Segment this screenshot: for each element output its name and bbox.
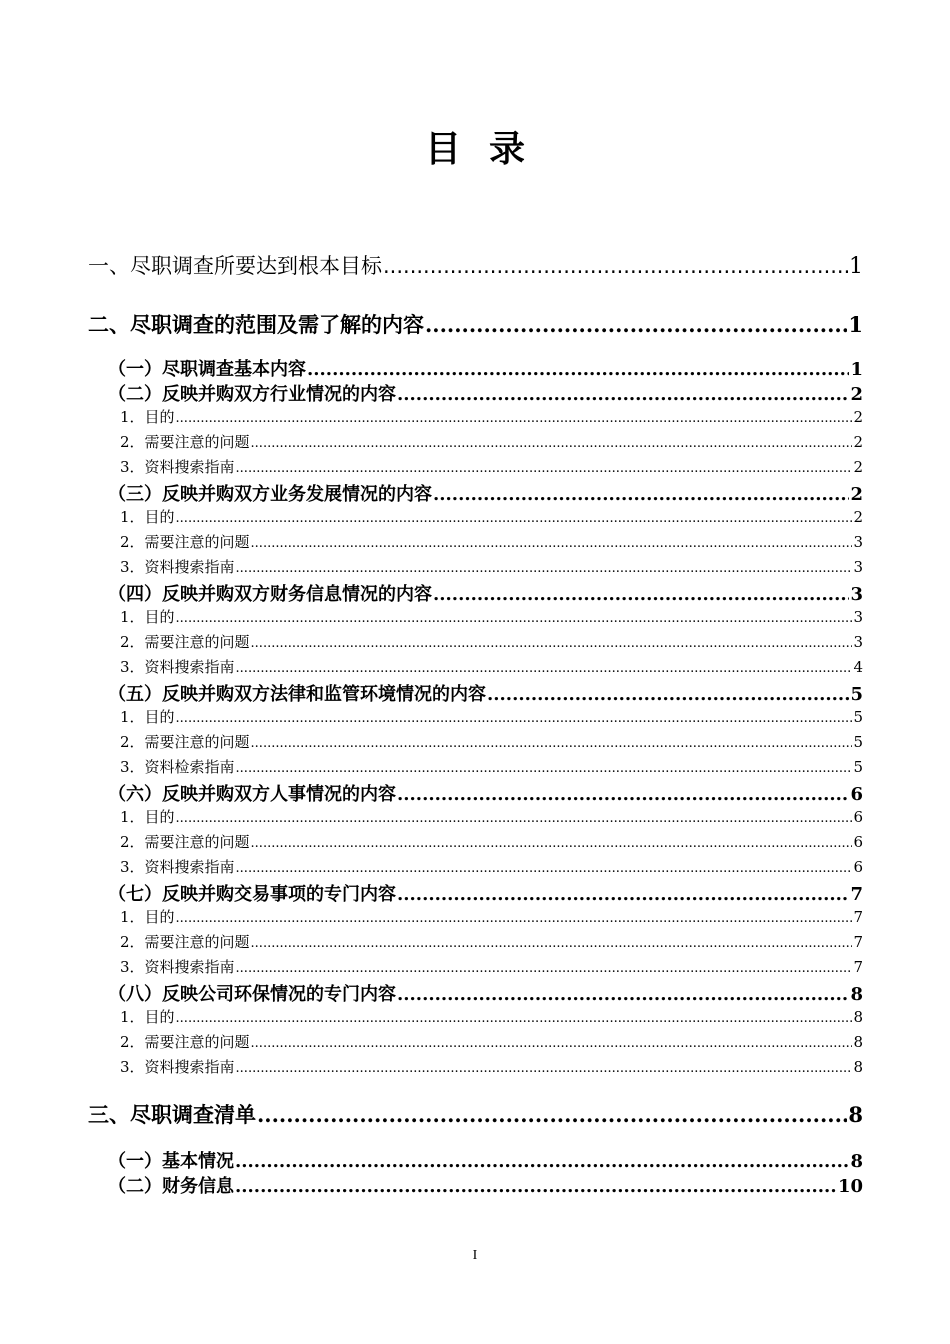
toc-page-number: 8 xyxy=(848,1102,863,1127)
toc-page-number: 2 xyxy=(853,408,863,426)
toc-dot-leader xyxy=(433,584,849,605)
toc-page-number: 5 xyxy=(853,733,863,751)
toc-entry[interactable] xyxy=(120,531,863,552)
toc-page-number: 6 xyxy=(853,808,863,826)
toc-entry[interactable] xyxy=(120,506,863,527)
toc-entry-label: （二）财务信息 xyxy=(108,1176,234,1197)
toc-entry[interactable] xyxy=(120,956,863,977)
toc-entry-label: （五）反映并购双方法律和监管环境情况的内容 xyxy=(108,684,486,705)
toc-entry[interactable] xyxy=(108,980,863,1006)
toc-page-number: 2 xyxy=(853,433,863,451)
toc-page-number: 3 xyxy=(853,633,863,651)
toc-dot-leader xyxy=(251,936,853,951)
toc-dot-leader xyxy=(397,384,849,405)
toc-page-number: 6 xyxy=(853,858,863,876)
toc-page-number: 1 xyxy=(849,254,863,279)
toc-dot-leader xyxy=(251,636,853,651)
toc-entry[interactable] xyxy=(108,1147,863,1173)
toc-dot-leader xyxy=(176,711,853,726)
toc-dot-leader xyxy=(176,511,853,526)
toc-entry[interactable] xyxy=(108,880,863,906)
toc-entry-label: （七）反映并购交易事项的专门内容 xyxy=(108,884,396,905)
toc-dot-leader xyxy=(176,1011,853,1026)
toc-page-number: 2 xyxy=(850,384,863,405)
toc-entry[interactable] xyxy=(120,1006,863,1027)
toc-page-number: 7 xyxy=(853,933,863,951)
toc-entry-label: （四）反映并购双方财务信息情况的内容 xyxy=(108,584,432,605)
toc-dot-leader xyxy=(176,611,853,626)
toc-dot-leader xyxy=(236,561,853,576)
toc-entry-label: 1．目的 xyxy=(120,1008,175,1026)
toc-entry-label: （二）反映并购双方行业情况的内容 xyxy=(108,384,396,405)
toc-entry-label: 2．需要注意的问题 xyxy=(120,733,250,751)
toc-entry-label: 3．资料检索指南 xyxy=(120,758,235,776)
toc-page-number: 7 xyxy=(850,884,863,905)
toc-page-number: 7 xyxy=(853,908,863,926)
toc-dot-leader xyxy=(176,411,853,426)
toc-entry-label: 3．资料搜索指南 xyxy=(120,458,235,476)
toc-page-number: 5 xyxy=(853,708,863,726)
toc-dot-leader xyxy=(235,1151,849,1172)
toc-entry[interactable] xyxy=(120,556,863,577)
toc-entry[interactable] xyxy=(120,1031,863,1052)
toc-entry[interactable] xyxy=(108,680,863,706)
toc-dot-leader xyxy=(251,436,853,451)
toc-entry-label: 2．需要注意的问题 xyxy=(120,533,250,551)
toc-dot-leader xyxy=(307,359,849,380)
toc-dot-leader xyxy=(236,1061,853,1076)
toc-entry[interactable] xyxy=(120,631,863,652)
toc-entry-label: 1．目的 xyxy=(120,808,175,826)
toc-entry[interactable] xyxy=(120,856,863,877)
toc-page-number: 8 xyxy=(853,1033,863,1051)
toc-page-number: 10 xyxy=(837,1176,863,1197)
toc-entry[interactable] xyxy=(108,355,863,381)
toc-page-number: 2 xyxy=(853,508,863,526)
toc-entry[interactable] xyxy=(108,1172,863,1198)
page-number-footer: I xyxy=(472,1248,478,1263)
toc-entry[interactable] xyxy=(108,480,863,506)
toc-dot-leader xyxy=(236,961,853,976)
toc-entry[interactable] xyxy=(88,309,863,339)
toc-entry[interactable] xyxy=(120,831,863,852)
toc-dot-leader xyxy=(235,1176,837,1197)
toc-dot-leader xyxy=(383,254,848,278)
toc-entry[interactable] xyxy=(108,780,863,806)
toc-entry[interactable] xyxy=(120,406,863,427)
toc-entry-label: 1．目的 xyxy=(120,508,175,526)
toc-entry[interactable] xyxy=(120,906,863,927)
toc-title: 目录 xyxy=(424,129,553,170)
toc-page-number: 3 xyxy=(850,584,863,605)
toc-page-number: 2 xyxy=(853,458,863,476)
toc-entry-label: 1．目的 xyxy=(120,908,175,926)
toc-dot-leader xyxy=(425,312,847,337)
toc-dot-leader xyxy=(236,761,853,776)
toc-entry-label: 2．需要注意的问题 xyxy=(120,633,250,651)
toc-entry[interactable] xyxy=(120,656,863,677)
toc-entry-label: 2．需要注意的问题 xyxy=(120,833,250,851)
toc-page-number: 8 xyxy=(853,1058,863,1076)
toc-entry[interactable] xyxy=(120,431,863,452)
toc-page-number: 3 xyxy=(853,558,863,576)
toc-page-number: 5 xyxy=(850,684,863,705)
toc-entry[interactable] xyxy=(88,1099,863,1129)
toc-entry-label: 3．资料搜索指南 xyxy=(120,958,235,976)
toc-dot-leader xyxy=(487,684,849,705)
toc-dot-leader xyxy=(397,884,849,905)
toc-dot-leader xyxy=(251,536,853,551)
toc-entry-label: 2．需要注意的问题 xyxy=(120,1033,250,1051)
toc-entry[interactable] xyxy=(120,806,863,827)
toc-entry[interactable] xyxy=(120,706,863,727)
toc-entry[interactable] xyxy=(120,606,863,627)
toc-entry-label: 三、尽职调查清单 xyxy=(88,1103,256,1127)
toc-dot-leader xyxy=(433,484,849,505)
toc-dot-leader xyxy=(397,984,849,1005)
toc-dot-leader xyxy=(176,811,853,826)
toc-entry-label: 3．资料搜索指南 xyxy=(120,558,235,576)
toc-entry-label: （八）反映公司环保情况的专门内容 xyxy=(108,984,396,1005)
toc-entry-label: 二、尽职调查的范围及需了解的内容 xyxy=(88,313,424,337)
toc-dot-leader xyxy=(257,1102,847,1127)
toc-page-number: 1 xyxy=(850,359,863,380)
toc-page-number: 8 xyxy=(850,984,863,1005)
toc-entry-label: （六）反映并购双方人事情况的内容 xyxy=(108,784,396,805)
toc-page-number: 1 xyxy=(848,312,863,337)
toc-entry-label: 2．需要注意的问题 xyxy=(120,433,250,451)
toc-entry[interactable] xyxy=(120,931,863,952)
toc-entry[interactable] xyxy=(120,731,863,752)
toc-page-number: 4 xyxy=(853,658,863,676)
toc-dot-leader xyxy=(251,736,853,751)
toc-entry-label: 2．需要注意的问题 xyxy=(120,933,250,951)
toc-dot-leader xyxy=(397,784,849,805)
toc-entry-label: 3．资料搜索指南 xyxy=(120,1058,235,1076)
toc-entry-label: （三）反映并购双方业务发展情况的内容 xyxy=(108,484,432,505)
toc-dot-leader xyxy=(251,1036,853,1051)
toc-entry[interactable] xyxy=(88,250,863,280)
toc-dot-leader xyxy=(251,836,853,851)
toc-page-number: 3 xyxy=(853,533,863,551)
toc-dot-leader xyxy=(236,861,853,876)
toc-entry[interactable] xyxy=(120,456,863,477)
toc-entry-label: 3．资料搜索指南 xyxy=(120,858,235,876)
toc-entry[interactable] xyxy=(120,1056,863,1077)
toc-page-number: 3 xyxy=(853,608,863,626)
toc-page-number: 8 xyxy=(850,1151,863,1172)
toc-entry-label: 3．资料搜索指南 xyxy=(120,658,235,676)
toc-entry-label: 一、尽职调查所要达到根本目标 xyxy=(88,254,382,278)
toc-page-number: 5 xyxy=(853,758,863,776)
toc-dot-leader xyxy=(176,911,853,926)
toc-page-number: 2 xyxy=(850,484,863,505)
toc-entry[interactable] xyxy=(108,580,863,606)
toc-entry-label: 1．目的 xyxy=(120,708,175,726)
toc-entry-label: 1．目的 xyxy=(120,408,175,426)
toc-page-number: 8 xyxy=(853,1008,863,1026)
toc-dot-leader xyxy=(236,461,853,476)
toc-entry[interactable] xyxy=(108,380,863,406)
toc-entry-label: （一）基本情况 xyxy=(108,1151,234,1172)
toc-entry-label: 1．目的 xyxy=(120,608,175,626)
toc-page-number: 7 xyxy=(853,958,863,976)
toc-dot-leader xyxy=(236,661,853,676)
toc-page-number: 6 xyxy=(850,784,863,805)
toc-entry[interactable] xyxy=(120,756,863,777)
toc-page-number: 6 xyxy=(853,833,863,851)
toc-entry-label: （一）尽职调查基本内容 xyxy=(108,359,306,380)
